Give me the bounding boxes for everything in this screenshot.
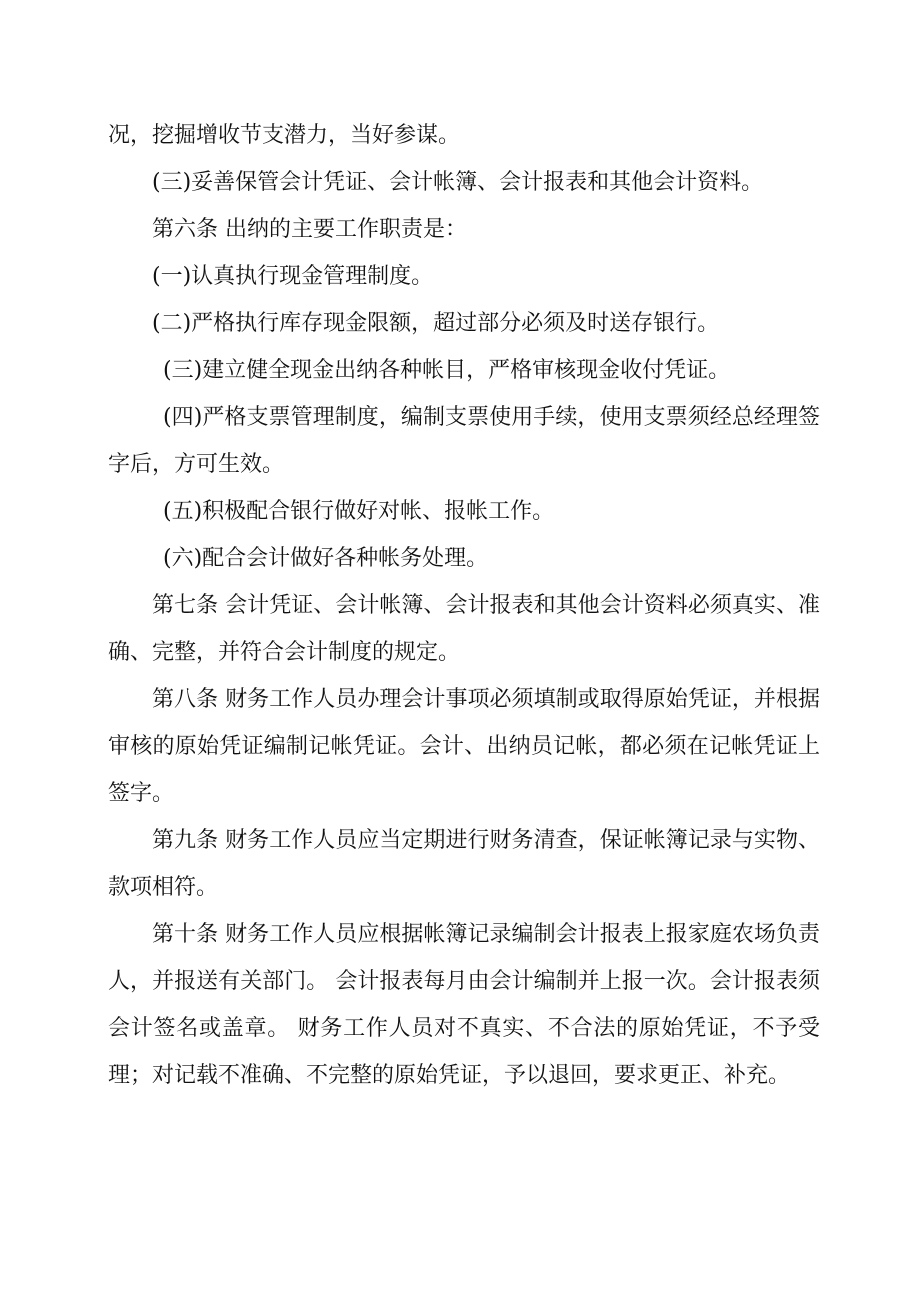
article-10: 第十条 财务工作人员应根据帐簿记录编制会计报表上报家庭农场负责人，并报送有关部门。 会计报表每月由会计编制并上报一次。会计报表须会计签名或盖章。 财务工作人员对不真实、不合法的原始凭证，不予受理；对记载不准确、不完整的原始凭证，予以退回，要求更正、补充。 [108,922,820,1088]
article-9: 第九条 财务工作人员应当定期进行财务清查，保证帐簿记录与实物、款项相符。 [108,828,820,900]
article-6-heading: 第六条 出纳的主要工作职责是： [152,217,467,242]
paragraph-cashier-item-4: (四)严格支票管理制度，编制支票使用手续，使用支票须经总经理签字后，方可生效。 [108,405,820,477]
article-7: 第七条 会计凭证、会计帐簿、会计报表和其他会计资料必须真实、准确、完整，并符合会计制度的规定。 [108,593,820,665]
paragraph-cashier-item-1: (一)认真执行现金管理制度。 [152,264,434,289]
paragraph-cashier-item-2: (二)严格执行库存现金限额，超过部分必须及时送存银行。 [152,311,720,336]
paragraph-continuation: 况，挖掘增收节支潜力，当好参谋。 [108,123,461,148]
paragraph-cashier-item-3: (三)建立健全现金出纳各种帐目，严格审核现金收付凭证。 [163,358,731,383]
article-8: 第八条 财务工作人员办理会计事项必须填制或取得原始凭证，并根据审核的原始凭证编制记帐凭证。会计、出纳员记帐，都必须在记帐凭证上签字。 [108,687,820,806]
paragraph-cashier-item-5: (五)积极配合银行做好对帐、报帐工作。 [163,499,555,524]
document-body [108,112,820,1099]
paragraph-cashier-item-6: (六)配合会计做好各种帐务处理。 [163,546,489,571]
paragraph-item-3-archive: (三)妥善保管会计凭证、会计帐簿、会计报表和其他会计资料。 [152,170,764,195]
